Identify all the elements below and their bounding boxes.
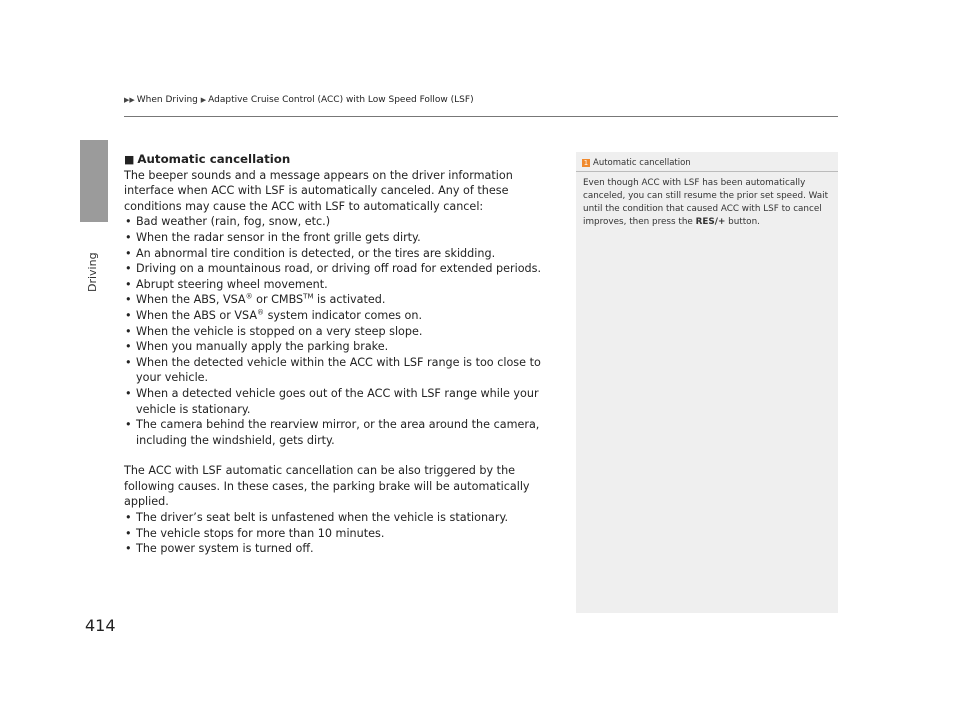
breadcrumb [124, 95, 474, 105]
sidebar-heading-text[interactable]: Automatic cancellation [593, 158, 691, 168]
chapter-tab [80, 140, 108, 222]
list-item: • The vehicle stops for more than 10 minutes. [124, 526, 559, 542]
main-content [124, 152, 559, 557]
arrow-right-icon: ▶ [200, 96, 207, 104]
list-item: • When a detected vehicle goes out of the ACC with LSF range while your vehicle is stationary. [124, 386, 559, 417]
res-button-label: RES/+ [695, 217, 726, 227]
sidebar-heading [582, 158, 691, 168]
list-item: • Driving on a mountainous road, or driving off road for extended periods. [124, 261, 559, 277]
arrow-right-icon: ▶▶ [124, 96, 135, 104]
list-item: • An abnormal tire condition is detected, or the tires are skidding. [124, 246, 559, 262]
list-item: • When the ABS, VSA® or CMBS™ is activated. [124, 292, 559, 308]
list-item: • The camera behind the rearview mirror, or the area around the camera, including the windshield, gets dirty. [124, 417, 559, 448]
chapter-label: Driving [86, 252, 99, 292]
intro-paragraph: The beeper sounds and a message appears on the driver information interface when ACC with LSF is automatically canceled. Any of these conditions may cause the ACC with LSF to automatically cancel: [124, 168, 513, 213]
list-item: • When the radar sensor in the front grille gets dirty. [124, 230, 559, 246]
list-item: • When the ABS or VSA® system indicator comes on. [124, 308, 559, 324]
list-item: • Bad weather (rain, fog, snow, etc.) [124, 214, 559, 230]
section-title-text: Automatic cancellation [137, 152, 291, 166]
list-item: • The power system is turned off. [124, 541, 559, 557]
list-item: • The driver’s seat belt is unfastened when the vehicle is stationary. [124, 510, 559, 526]
page-number: 414 [85, 616, 116, 635]
sidebar-body: Even though ACC with LSF has been automatically canceled, you can still resume the prior set speed. Wait until the condition that caused ACC with LSF to cancel improves, then press the RES/+ button. [583, 178, 829, 227]
note-sidebar [576, 152, 838, 613]
breadcrumb-item-acc-lsf[interactable]: Adaptive Cruise Control (ACC) with Low Speed Follow (LSF) [208, 95, 474, 105]
square-bullet-icon: ■ [124, 153, 135, 166]
sidebar-divider [576, 171, 838, 172]
breadcrumb-item-when-driving[interactable]: When Driving [136, 95, 198, 105]
secondary-paragraph: The ACC with LSF automatic cancellation can be also triggered by the following causes. In these cases, the parking brake will be automatically applied. [124, 464, 530, 509]
list-item: • When you manually apply the parking brake. [124, 339, 559, 355]
list-item: • When the vehicle is stopped on a very steep slope. [124, 324, 559, 340]
cancel-conditions-list [124, 214, 559, 448]
section-title [124, 152, 559, 168]
list-item: • When the detected vehicle within the ACC with LSF range is too close to your vehicle. [124, 355, 559, 386]
parking-brake-conditions-list [124, 510, 559, 557]
list-item: • Abrupt steering wheel movement. [124, 277, 559, 293]
reference-icon: 1 [583, 159, 589, 167]
header-divider [124, 116, 838, 117]
